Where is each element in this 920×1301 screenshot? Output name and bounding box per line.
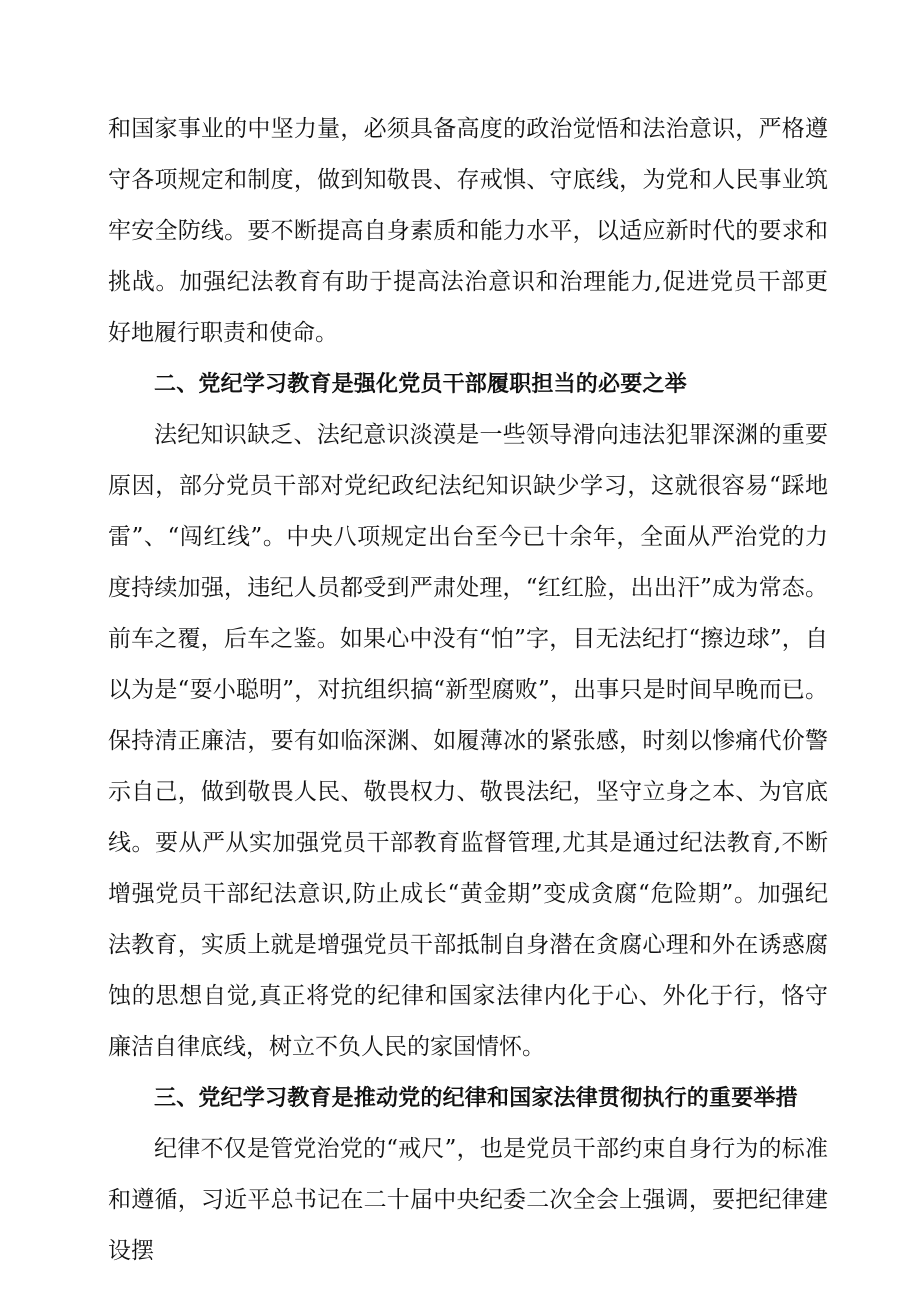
paragraph-section-two-body: 法纪知识缺乏、法纪意识淡漠是一些领导滑向违法犯罪深渊的重要原因，部分党员干部对党纪政纪法纪知识缺少学习，这就很容易“踩地雷”、“闯红线”。中央八项规定出台至今已十余年，全面从严治党的力度持续加强，违纪人员都受到严肃处理，“红红脸，出出汗”成为常态。前车之覆，后车之鉴。如果心中没有“怕”字，目无法纪打“擦边球”，自以为是“耍小聪明”，对抗组织搞“新型腐败”，出事只是时间早晚而已。保持清正廉洁，要有如临深渊、如履薄冰的紧张感，时刻以惨痛代价警示自己，做到敬畏人民、敬畏权力、敬畏法纪，坚守立身之本、为官底线。要从严从实加强党员干部教育监督管理,尤其是通过纪法教育,不断增强党员干部纪法意识,防止成长“黄金期”变成贪腐“危险期”。加强纪法教育，实质上就是增强党员干部抵制自身潜在贪腐心理和外在诱惑腐蚀的思想自觉,真正将党的纪律和国家法律内化于心、外化于行，恪守廉洁自律底线，树立不负人民的家国情怀。 (108, 422, 828, 1060)
paragraph-section-three-body: 纪律不仅是管党治党的“戒尺”，也是党员干部约束自身行为的标准和遵循，习近平总书记在二十届中央纪委二次全会上强调，要把纪律建设摆 (108, 1136, 828, 1264)
section-heading-three: 三、党纪学习教育是推动党的纪律和国家法律贯彻执行的重要举措 (154, 1086, 798, 1111)
section-heading-two: 二、党纪学习教育是强化党员干部履职担当的必要之举 (154, 372, 687, 397)
paragraph-continued: 和国家事业的中坚力量，必须具备高度的政治觉悟和法治意识，严格遵守各项规定和制度，做到知敬畏、存戒惧、守底线，为党和人民事业筑牢安全防线。要不断提高自身素质和能力水平，以适应新时代的要求和挑战。加强纪法教育有助于提高法治意识和治理能力,促进党员干部更好地履行职责和使命。 (108, 116, 828, 346)
document-page (108, 104, 828, 1277)
